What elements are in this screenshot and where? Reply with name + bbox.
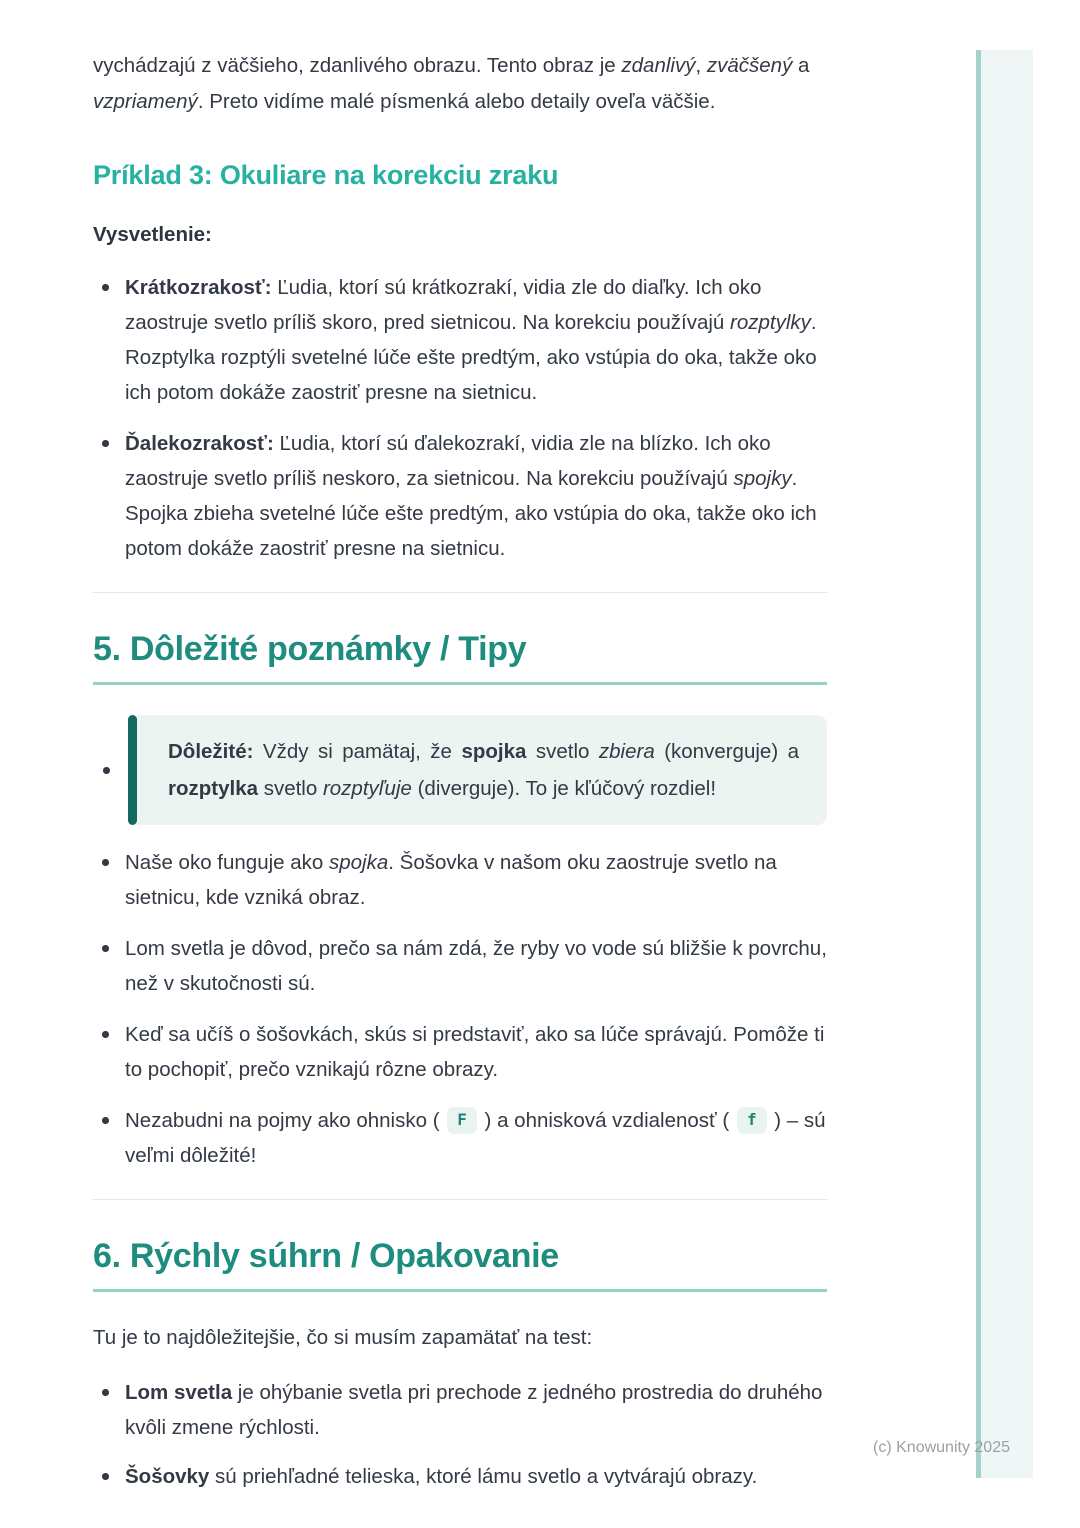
text-segment: rozptylky	[730, 311, 811, 334]
text-segment: rozptylka	[168, 777, 258, 800]
copyright-watermark: (c) Knowunity 2025	[873, 1439, 1010, 1456]
bullet-item-fish-refraction	[93, 931, 827, 1001]
summary-bullet-list	[93, 1375, 827, 1494]
text-segment: zdanlivý	[621, 54, 696, 77]
callout-bullet-row	[93, 715, 827, 825]
code-chip: F	[447, 1107, 477, 1134]
section-divider	[93, 592, 827, 593]
bullet-item-focus-terms	[93, 1103, 827, 1173]
text-segment: spojka	[461, 740, 527, 763]
text-segment: spojky	[733, 467, 792, 490]
tips-bullet-list	[93, 845, 827, 1173]
text-segment: . Preto vidíme malé písmenká alebo detaily oveľa väčšie.	[197, 90, 716, 113]
important-callout-box	[128, 715, 827, 825]
text-segment: a	[792, 54, 810, 77]
intro-paragraph	[93, 48, 827, 120]
section5-heading: 5. Dôležité poznámky / Tipy	[93, 629, 827, 685]
section-divider	[93, 1199, 827, 1200]
text-segment: (diverguje). To je kľúčový rozdiel!	[411, 777, 717, 800]
text-segment: ) a ohnisková vzdialenosť (	[478, 1109, 735, 1132]
next-page-edge	[976, 50, 1033, 1478]
text-segment: Naše oko funguje ako	[125, 851, 329, 874]
text-segment: ,	[695, 54, 707, 77]
bullet-item-eye-lens	[93, 845, 827, 915]
bullet-item-lenses-def	[93, 1459, 827, 1494]
text-segment: Krátkozrakosť:	[125, 276, 272, 299]
text-segment: Ľudia, ktorí sú krátkozrakí, vidia zle do diaľky. Ich oko zaostruje svetlo príliš skoro, pred sietnicou. Na korekciu používajú	[125, 276, 762, 334]
text-segment: rozptyľuje	[322, 777, 412, 800]
page-content	[93, 0, 827, 1494]
text-segment: Lom svetla	[125, 1381, 233, 1404]
bullet-item-refraction-def	[93, 1375, 827, 1445]
text-segment: vychádzajú z väčšieho, zdanlivého obrazu. Tento obraz je	[93, 54, 622, 77]
text-segment: ) – sú veľmi dôležité!	[125, 1109, 826, 1167]
bullet-item-visualize-rays	[93, 1017, 827, 1087]
summary-lead-paragraph: Tu je to najdôležitejšie, čo si musím zapamätať na test:	[93, 1326, 593, 1349]
text-segment: Vždy si pamätaj, že	[253, 740, 462, 763]
explanation-bullet-list	[93, 270, 827, 566]
text-segment: Ľudia, ktorí sú ďalekozrakí, vidia zle na blízko. Ich oko zaostruje svetlo príliš neskoro, za sietnicou. Na korekciu používajú	[125, 432, 771, 490]
text-segment: Dôležité:	[168, 740, 254, 763]
text-segment: je ohýbanie svetla pri prechode z jedného prostredia do druhého kvôli zmene rýchlosti.	[125, 1381, 823, 1439]
text-segment: sú priehľadné telieska, ktoré lámu svetlo a vytvárajú obrazy.	[209, 1465, 758, 1488]
text-segment: Keď sa učíš o šošovkách, skús si predstaviť, ako sa lúče správajú. Pomôže ti to pochopiť, prečo vznikajú rôzne obrazy.	[125, 1023, 825, 1081]
text-segment: svetlo	[258, 777, 323, 800]
bullet-item-farsightedness	[93, 426, 827, 566]
text-segment: vzpriamený	[93, 90, 198, 113]
text-segment: Lom svetla je dôvod, prečo sa nám zdá, že ryby vo vode sú bližšie k povrchu, než v skutočnosti sú.	[125, 937, 827, 995]
bullet-item-nearsightedness	[93, 270, 827, 410]
code-chip: f	[737, 1107, 767, 1134]
text-segment: zväčšený	[706, 54, 793, 77]
explanation-label: Vysvetlenie:	[93, 223, 212, 246]
section6-heading: 6. Rýchly súhrn / Opakovanie	[93, 1236, 827, 1292]
text-segment: Nezabudni na pojmy ako ohnisko (	[125, 1109, 446, 1132]
text-segment: svetlo	[526, 740, 599, 763]
text-segment: . Šošovka v našom oku zaostruje svetlo na sietnicu, kde vzniká obraz.	[125, 851, 777, 909]
text-segment: . Spojka zbieha svetelné lúče ešte predtým, ako vstúpia do oka, takže oko ich potom dokáže zaostriť presne na sietnicu.	[125, 467, 817, 560]
text-segment: . Rozptylka rozptýli svetelné lúče ešte predtým, ako vstúpia do oka, takže oko ich potom dokáže zaostriť presne na sietnicu.	[125, 311, 817, 404]
text-segment: Ďalekozrakosť:	[125, 432, 274, 455]
text-segment: zbiera	[598, 740, 655, 763]
example-heading: Príklad 3: Okuliare na korekciu zraku	[93, 160, 559, 190]
text-segment: Šošovky	[125, 1465, 210, 1488]
text-segment: spojka	[329, 851, 389, 874]
text-segment: (konverguje) a	[654, 740, 800, 763]
